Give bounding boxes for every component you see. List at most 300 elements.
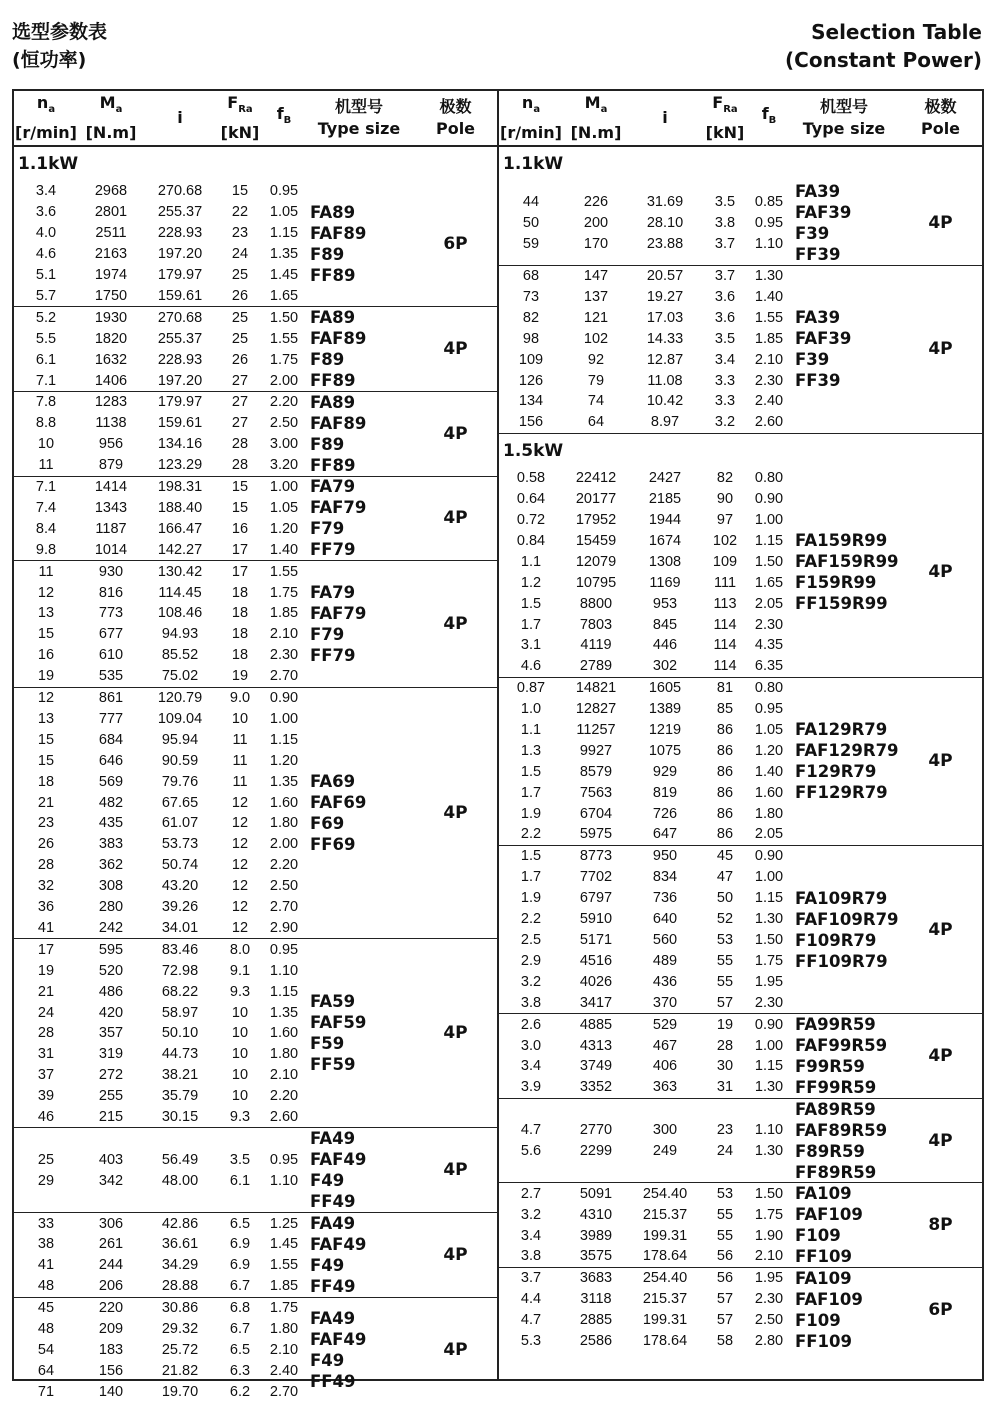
cell-ma: 956 <box>98 436 124 453</box>
table-row <box>14 1002 304 1023</box>
type-size: FF49 <box>310 1276 356 1296</box>
table-row <box>499 1014 789 1035</box>
cell-ma: 14821 <box>575 680 617 697</box>
model-group <box>14 1298 497 1402</box>
type-size: FF39 <box>795 244 841 264</box>
cell-fb: 1.10 <box>269 962 299 979</box>
header-type: 机型号 Type size <box>802 97 886 138</box>
group-rows <box>14 1128 304 1212</box>
cell-na: 1.7 <box>520 784 542 801</box>
cell-i: 215.37 <box>642 1206 688 1223</box>
cell-na: 3.2 <box>520 1206 542 1223</box>
cell-fb: 1.00 <box>754 1037 784 1054</box>
cell-i: 640 <box>652 911 678 928</box>
table-row <box>499 468 789 489</box>
cell-i: 85.52 <box>161 647 199 664</box>
cell-fra: 6.1 <box>229 1172 251 1189</box>
cell-i: 560 <box>652 932 678 948</box>
cell-ma: 486 <box>98 983 124 1000</box>
type-size: FAF79 <box>310 498 367 518</box>
cell-i: 1605 <box>648 680 682 697</box>
header-fra: $F_{Ra}$ [kN] <box>220 93 260 142</box>
group-rows <box>14 181 304 306</box>
pole-value: 4P <box>928 1130 953 1151</box>
type-size: FA159R99 <box>795 531 888 551</box>
cell-fra: 113 <box>713 595 737 612</box>
cell-ma: 816 <box>98 584 124 601</box>
cell-fra: 86 <box>716 805 734 822</box>
title-chinese <box>12 18 107 74</box>
table-row <box>14 265 304 286</box>
type-size: FF89 <box>310 371 356 391</box>
cell-fra: 9.3 <box>229 983 251 1000</box>
table-row <box>14 1149 304 1170</box>
table-row <box>499 761 789 782</box>
cell-na: 11 <box>38 457 54 474</box>
cell-fb: 1.20 <box>754 742 784 759</box>
type-size-list <box>789 1099 899 1183</box>
table-row <box>14 181 304 202</box>
cell-ma: 3989 <box>579 1227 613 1244</box>
cell-fra: 57 <box>716 1312 734 1329</box>
cell-fra: 3.4 <box>714 351 736 368</box>
model-group <box>499 1183 982 1268</box>
cell-ma: 2885 <box>579 1312 613 1329</box>
cell-fb: 2.40 <box>754 393 784 410</box>
cell-fra: 18 <box>231 647 249 664</box>
left-table-body <box>14 147 497 1402</box>
type-size: FAF99R59 <box>795 1035 888 1055</box>
table-row <box>499 635 789 656</box>
cell-na: 4.6 <box>520 658 542 675</box>
cell-fb: 1.10 <box>269 1172 299 1189</box>
type-size: F99R59 <box>795 1056 865 1076</box>
cell-fb: 1.85 <box>269 605 299 622</box>
cell-fra: 10 <box>231 1046 249 1063</box>
cell-fb: 0.90 <box>269 690 299 707</box>
cell-fb: 2.70 <box>269 668 299 685</box>
cell-fra: 57 <box>716 1291 734 1308</box>
cell-fra: 9.0 <box>229 690 251 707</box>
group-rows <box>499 1099 789 1183</box>
type-size: FA129R79 <box>795 720 888 740</box>
cell-na: 1.7 <box>520 869 542 886</box>
type-size-list <box>789 181 899 265</box>
cell-na: 15 <box>37 731 55 748</box>
power-rating: 1.1kW <box>18 154 79 174</box>
table-row <box>14 1023 304 1044</box>
cell-na: 4.6 <box>35 246 57 263</box>
table-row <box>14 1381 304 1402</box>
cell-fra: 23 <box>231 225 249 242</box>
cell-fb: 2.30 <box>269 647 299 664</box>
cell-fb: 1.15 <box>269 731 299 748</box>
cell-fra: 27 <box>231 415 249 432</box>
cell-i: 363 <box>652 1079 678 1096</box>
type-size-list <box>789 846 899 1013</box>
cell-fra: 6.7 <box>229 1278 251 1295</box>
type-size-list <box>789 678 899 845</box>
cell-i: 134.16 <box>157 436 203 453</box>
cell-na: 3.4 <box>520 1058 542 1075</box>
cell-fb: 2.20 <box>269 857 299 874</box>
cell-na: 1.2 <box>520 574 542 591</box>
cell-na: 1.7 <box>520 616 542 633</box>
cell-fra: 86 <box>716 826 734 843</box>
cell-fb: 1.75 <box>269 1300 299 1317</box>
type-size: FAF79 <box>310 603 367 623</box>
cell-i: 42.86 <box>161 1215 199 1232</box>
type-size: FAF69 <box>310 792 367 812</box>
type-size: FA49 <box>310 1308 356 1328</box>
cell-ma: 1406 <box>94 372 128 389</box>
type-size: FAF49 <box>310 1329 367 1349</box>
type-size: F159R99 <box>795 573 877 593</box>
type-size-list <box>304 1128 414 1212</box>
type-size: FA39 <box>795 308 841 328</box>
cell-fra: 102 <box>712 532 738 549</box>
cell-fb: 1.55 <box>269 1257 299 1274</box>
model-group <box>499 1268 982 1352</box>
table-row <box>14 729 304 750</box>
table-row <box>14 1086 304 1107</box>
type-size: F109 <box>795 1310 841 1330</box>
cell-i: 2427 <box>648 470 682 487</box>
type-size: FAF129R79 <box>795 741 899 761</box>
type-size: FF89 <box>310 265 356 285</box>
table-row <box>499 266 789 287</box>
table-row <box>14 1234 304 1255</box>
cell-fb: 4.35 <box>754 637 784 654</box>
cell-fb: 1.15 <box>754 532 784 549</box>
type-size: FAF89 <box>310 223 367 243</box>
cell-na: 5.3 <box>520 1333 542 1350</box>
table-row <box>499 489 789 510</box>
table-row <box>499 191 789 212</box>
cell-na: 31 <box>37 1046 55 1063</box>
cell-na: 3.9 <box>520 1079 542 1096</box>
table-row <box>14 855 304 876</box>
cell-fb: 2.70 <box>269 1383 299 1400</box>
cell-i: 114.45 <box>158 584 202 601</box>
cell-fra: 3.5 <box>229 1151 251 1168</box>
type-size: FAF109 <box>795 1205 863 1225</box>
cell-ma: 140 <box>98 1383 124 1400</box>
cell-fra: 26 <box>231 351 249 368</box>
cell-na: 4.4 <box>520 1291 542 1308</box>
cell-fra: 15 <box>231 499 249 516</box>
cell-i: 254.40 <box>642 1270 688 1287</box>
cell-ma: 646 <box>98 752 124 769</box>
type-size-list <box>304 561 414 686</box>
cell-na: 1.5 <box>520 763 542 780</box>
cell-fra: 97 <box>716 512 734 529</box>
cell-i: 23.88 <box>646 235 684 252</box>
cell-i: 270.68 <box>157 309 203 326</box>
table-row <box>499 1225 789 1246</box>
pole-value: 4P <box>443 1244 468 1265</box>
type-size-list <box>304 307 414 391</box>
model-group <box>14 392 497 477</box>
header-ma: $M_a$ [N.m] <box>85 93 137 142</box>
cell-fra: 10 <box>231 1004 249 1021</box>
cell-fra: 3.6 <box>714 288 736 305</box>
cell-i: 406 <box>652 1058 678 1075</box>
cell-ma: 930 <box>98 563 124 580</box>
cell-na: 12 <box>37 690 55 707</box>
table-row <box>499 1246 789 1267</box>
model-group <box>14 688 497 940</box>
cell-fb: 1.80 <box>269 815 299 832</box>
type-size: F89R59 <box>795 1141 865 1161</box>
cell-na: 5.6 <box>520 1142 542 1159</box>
cell-fb: 1.55 <box>269 330 299 347</box>
cell-fb: 2.10 <box>754 1248 784 1265</box>
cell-i: 19.27 <box>646 288 684 305</box>
table-row <box>14 455 304 476</box>
table-row <box>14 1170 304 1191</box>
cell-na: 46 <box>37 1108 55 1125</box>
cell-fra: 26 <box>231 287 249 304</box>
type-size: FAF109 <box>795 1289 863 1309</box>
cell-fra: 55 <box>716 952 734 969</box>
type-size-list <box>304 688 414 939</box>
cell-ma: 5975 <box>579 826 613 843</box>
cell-ma: 3352 <box>579 1079 613 1096</box>
cell-na: 28 <box>37 857 55 874</box>
cell-fb: 1.55 <box>269 563 299 580</box>
cell-na: 45 <box>37 1300 55 1317</box>
cell-ma: 92 <box>587 351 605 368</box>
cell-ma: 362 <box>98 857 124 874</box>
cell-fra: 52 <box>716 911 734 928</box>
cell-fb: 1.35 <box>269 1004 299 1021</box>
table-row <box>499 678 789 699</box>
right-table-body <box>499 147 982 1352</box>
cell-i: 94.93 <box>161 626 199 643</box>
cell-na: 0.58 <box>516 470 546 487</box>
cell-fra: 28 <box>231 457 249 474</box>
cell-ma: 569 <box>98 773 124 790</box>
type-size-list <box>304 1298 414 1402</box>
header-fb: $f_B$ <box>761 104 777 127</box>
cell-i: 30.15 <box>161 1108 199 1125</box>
cell-ma: 4885 <box>579 1016 613 1033</box>
group-rows <box>14 392 304 476</box>
cell-fra: 23 <box>716 1122 734 1139</box>
cell-ma: 773 <box>98 605 124 622</box>
cell-na: 2.7 <box>520 1185 542 1202</box>
cell-i: 35.79 <box>161 1088 199 1105</box>
cell-na: 1.1 <box>520 722 542 739</box>
cell-fb: 0.95 <box>269 1151 299 1168</box>
cell-i: 834 <box>652 869 678 886</box>
cell-fra: 11 <box>232 773 248 790</box>
type-size-list <box>789 1183 899 1267</box>
cell-fra: 3.5 <box>714 330 736 347</box>
cell-fb: 1.35 <box>269 773 299 790</box>
cell-ma: 342 <box>98 1172 124 1189</box>
cell-ma: 1820 <box>94 330 128 347</box>
cell-i: 197.20 <box>157 372 203 389</box>
cell-fra: 114 <box>713 637 737 654</box>
cell-i: 199.31 <box>642 1227 688 1244</box>
cell-fb: 0.95 <box>754 214 784 231</box>
cell-fb: 2.70 <box>269 898 299 915</box>
cell-fra: 25 <box>231 309 249 326</box>
table-row <box>499 1035 789 1056</box>
cell-i: 950 <box>652 848 678 865</box>
table-row <box>14 1213 304 1234</box>
table-row <box>14 876 304 897</box>
cell-fb: 1.10 <box>754 1122 784 1139</box>
cell-na: 24 <box>37 1004 55 1021</box>
cell-fra: 6.9 <box>229 1236 251 1253</box>
cell-na: 59 <box>522 235 540 252</box>
cell-i: 199.31 <box>642 1312 688 1329</box>
pole-value: 8P <box>928 1215 953 1236</box>
type-size-list <box>789 1014 899 1098</box>
cell-fra: 16 <box>231 520 249 537</box>
cell-fb: 2.00 <box>269 836 299 853</box>
table-row <box>499 1183 789 1204</box>
cell-fra: 56 <box>716 1248 734 1265</box>
cell-i: 845 <box>652 616 678 633</box>
cell-ma: 183 <box>98 1341 124 1358</box>
cell-i: 179.97 <box>157 394 203 411</box>
cell-ma: 1974 <box>94 267 128 284</box>
cell-ma: 879 <box>98 457 124 474</box>
cell-fb: 1.35 <box>269 246 299 263</box>
cell-ma: 2968 <box>94 183 128 200</box>
cell-ma: 15459 <box>575 532 617 549</box>
group-rows <box>14 939 304 1127</box>
table-row <box>14 497 304 518</box>
cell-i: 95.94 <box>161 731 199 748</box>
group-rows <box>14 1213 304 1297</box>
cell-na: 5.7 <box>35 287 57 304</box>
cell-fb: 2.30 <box>754 994 784 1011</box>
cell-i: 39.26 <box>161 898 199 915</box>
cell-na: 15 <box>37 626 55 643</box>
table-row <box>14 1298 304 1319</box>
cell-fra: 10 <box>231 710 249 727</box>
cell-i: 198.31 <box>157 479 203 496</box>
cell-ma: 595 <box>98 941 124 958</box>
cell-fra: 30 <box>716 1058 734 1075</box>
cell-na: 3.8 <box>520 994 542 1011</box>
model-group <box>499 678 982 846</box>
type-size: FAF109R79 <box>795 909 899 929</box>
header-pole: 极数 Pole <box>920 97 961 138</box>
type-size-list <box>304 392 414 476</box>
type-size: F79 <box>310 624 345 644</box>
type-size: F59 <box>310 1034 345 1054</box>
model-group <box>14 307 497 392</box>
cell-i: 10.42 <box>646 393 684 410</box>
cell-i: 50.74 <box>161 857 199 874</box>
cell-i: 228.93 <box>157 225 203 242</box>
cell-na: 26 <box>37 836 55 853</box>
cell-fra: 55 <box>716 1227 734 1244</box>
cell-ma: 3749 <box>579 1058 613 1075</box>
cell-i: 130.42 <box>157 563 203 580</box>
cell-na: 134 <box>518 393 544 410</box>
cell-na: 1.5 <box>520 848 542 865</box>
table-row <box>499 551 789 572</box>
title-english <box>785 18 982 74</box>
cell-fra: 22 <box>231 204 249 221</box>
table-row <box>499 1056 789 1077</box>
type-size: FA109 <box>795 1184 852 1204</box>
cell-ma: 2511 <box>95 225 127 242</box>
cell-ma: 4310 <box>579 1206 613 1223</box>
cell-ma: 4516 <box>579 952 613 969</box>
table-row <box>499 1310 789 1331</box>
cell-fb: 0.95 <box>754 701 784 718</box>
pole-value: 4P <box>443 802 468 823</box>
cell-fb: 2.10 <box>269 1067 299 1084</box>
cell-fra: 8.0 <box>229 941 251 958</box>
cell-fb: 1.15 <box>269 225 299 242</box>
cell-ma: 244 <box>98 1257 124 1274</box>
cell-fb: 1.45 <box>269 267 299 284</box>
cell-na: 7.1 <box>35 372 57 389</box>
type-size: FF109 <box>795 1331 852 1351</box>
table-row <box>14 223 304 244</box>
cell-i: 90.59 <box>161 752 199 769</box>
cell-na: 3.4 <box>520 1227 542 1244</box>
cell-na: 32 <box>37 878 55 895</box>
type-size: FA89 <box>310 202 356 222</box>
cell-i: 188.40 <box>157 499 203 516</box>
cell-fra: 18 <box>231 584 249 601</box>
cell-i: 1389 <box>648 701 682 718</box>
type-size: FF39 <box>795 371 841 391</box>
model-group <box>14 939 497 1128</box>
cell-ma: 4026 <box>579 973 613 990</box>
cell-ma: 308 <box>98 878 124 895</box>
cell-na: 1.3 <box>520 742 542 759</box>
table-row <box>499 233 789 254</box>
cell-na: 3.8 <box>520 1248 542 1265</box>
cell-fb: 1.30 <box>754 1142 784 1159</box>
cell-fb: 1.40 <box>269 541 299 558</box>
cell-i: 29.32 <box>161 1320 199 1337</box>
type-size-list <box>789 266 899 433</box>
cell-ma: 220 <box>98 1300 124 1317</box>
cell-i: 109.04 <box>157 710 203 727</box>
table-row <box>499 992 789 1013</box>
cell-fb: 1.00 <box>269 710 299 727</box>
type-size: FA89 <box>310 392 356 412</box>
cell-fb: 2.50 <box>269 878 299 895</box>
cell-ma: 610 <box>98 647 124 664</box>
cell-i: 11.08 <box>647 372 683 389</box>
cell-fb: 1.85 <box>269 1278 299 1295</box>
cell-fra: 3.7 <box>714 235 736 252</box>
table-row <box>499 888 789 909</box>
cell-ma: 403 <box>98 1151 124 1168</box>
cell-ma: 3118 <box>580 1291 612 1308</box>
table-header <box>499 91 982 147</box>
cell-fb: 1.65 <box>269 287 299 304</box>
cell-ma: 280 <box>98 898 124 915</box>
cell-fb: 2.60 <box>269 1108 299 1125</box>
cell-i: 819 <box>652 784 678 801</box>
type-size: F109 <box>795 1226 841 1246</box>
cell-fra: 15 <box>231 479 249 496</box>
